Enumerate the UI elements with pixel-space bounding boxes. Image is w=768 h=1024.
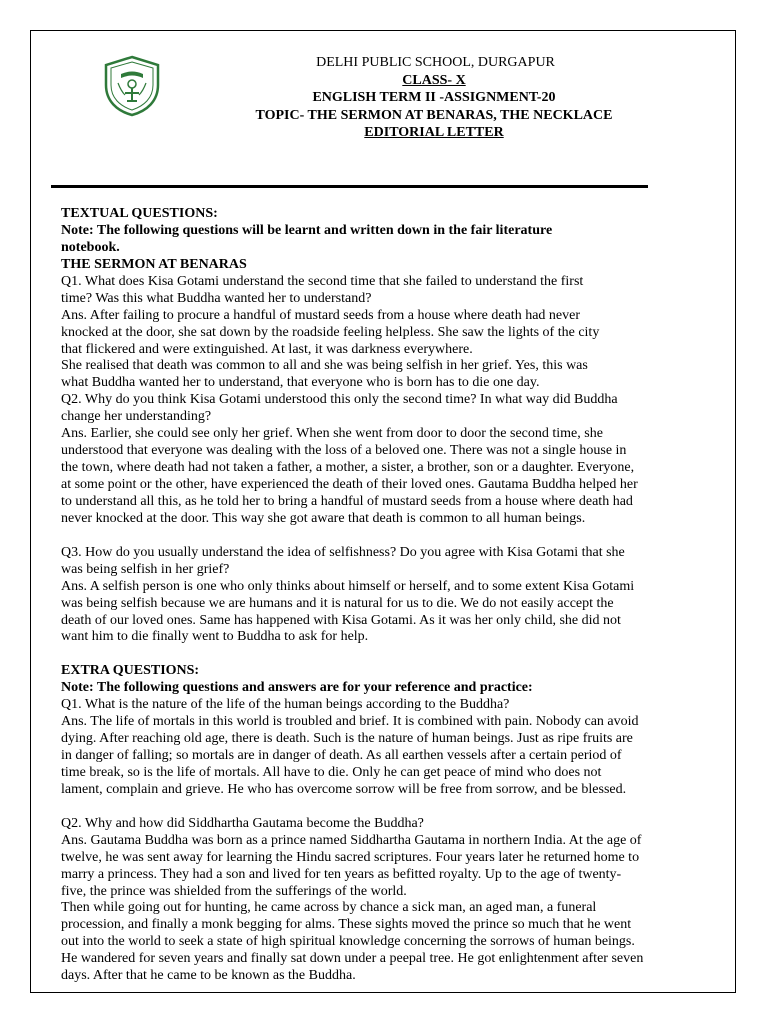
document-body [61, 206, 711, 985]
document-header [160, 54, 708, 142]
assignment-title: ENGLISH TERM II -ASSIGNMENT-20 [312, 90, 556, 105]
text-line: was being selfish because we are humans and it is natural for us to die. We do not easily accept the [61, 595, 614, 611]
text-line: death of our loved ones. Same has happened with Kisa Gotami. As it was her only child, she did not [61, 612, 621, 628]
text-line: the town, where death had not taken a father, a mother, a sister, a brother, son or a daughter. Everyone, [61, 460, 635, 476]
text-line: out into the world to seek a state of high spiritual knowledge concerning the sorrows of human beings. [61, 934, 635, 950]
class-label: CLASS- X [402, 72, 466, 88]
text-line: notebook. [61, 239, 120, 255]
school-logo-icon [103, 55, 161, 117]
text-line: She realised that death was common to all and she was being selfish in her grief. Yes, this was [61, 358, 588, 374]
blank-line [61, 799, 711, 816]
text-line: TEXTUAL QUESTIONS: [61, 206, 218, 221]
text-line: EXTRA QUESTIONS: [61, 663, 200, 679]
text-line: He wandered for seven years and finally sat down under a peepal tree. He got enlightenment after seven [61, 951, 644, 967]
text-line: want him to die finally went to Buddha to ask for help. [61, 629, 369, 645]
text-line: time? Was this what Buddha wanted her to understand? [61, 290, 372, 306]
text-line: Note: The following questions will be learnt and written down in the fair literature [61, 222, 553, 238]
text-line: that flickered and were extinguished. At last, it was darkness everywhere. [61, 341, 473, 357]
text-line: never knocked at the door. This way she got aware that death is common to all human beings. [61, 510, 586, 526]
text-line: Ans. After failing to procure a handful of mustard seeds from a house where death had never [61, 307, 580, 323]
text-line: procession, and finally a monk begging for alms. These sights moved the prince so much that he went [61, 917, 632, 933]
text-line: time break, so is the life of mortals. All have to die. Only he can get peace of mind who does not [61, 764, 602, 780]
topic-title: TOPIC- THE SERMON AT BENARAS, THE NECKLACE [255, 107, 613, 123]
text-line: change her understanding? [61, 409, 212, 425]
blank-line [61, 528, 711, 545]
editorial-letter-label: EDITORIAL LETTER [364, 125, 504, 140]
text-line: understood that everyone was dealing with the loss of a beloved one. There was not a single house in [61, 443, 627, 459]
text-line: what Buddha wanted her to understand, that everyone who is born has to die one day. [61, 375, 540, 391]
text-line: knocked at the door, she sat down by the roadside feeling helpless. She saw the lights of the city [61, 324, 600, 340]
text-line: Q1. What does Kisa Gotami understand the second time that she failed to understand the first [61, 273, 584, 289]
text-line: Q3. How do you usually understand the idea of selfishness? Do you agree with Kisa Gotami that she [61, 544, 625, 560]
text-line: Ans. Gautama Buddha was born as a prince named Siddhartha Gautama in northern India. At the age of [61, 832, 642, 848]
text-line: in danger of falling; so mortals are in danger of death. As all earthen vessels after a certain period of [61, 748, 622, 763]
blank-line [61, 646, 711, 663]
text-line: Then while going out for hunting, he came across by chance a sick man, an aged man, a funeral [61, 900, 597, 916]
text-line: Q1. What is the nature of the life of the human beings according to the Buddha? [61, 697, 510, 713]
text-line: lament, complain and grieve. He who has overcome sorrow will be free from sorrow, and be blessed. [61, 781, 627, 797]
text-line: twelve, he was sent away for learning the Hindu sacred scriptures. Four years later he returned home to [61, 849, 640, 865]
text-line: dying. After reaching old age, there is death. Such is the nature of human beings. Just as ripe fruits are [61, 731, 633, 747]
text-line: days. After that he came to be known as the Buddha. [61, 968, 356, 984]
text-line: Ans. The life of mortals in this world is troubled and brief. It is combined with pain. Nobody can avoid [61, 714, 639, 730]
text-line: THE SERMON AT BENARAS [61, 256, 247, 272]
text-line: Ans. Earlier, she could see only her grief. When she went from door to door the second time, she [61, 426, 603, 442]
header-divider [51, 185, 648, 188]
text-line: was being selfish in her grief? [61, 561, 230, 577]
text-line: five, the prince was shielded from the sufferings of the world. [61, 883, 407, 899]
text-line: Q2. Why and how did Siddhartha Gautama become the Buddha? [61, 815, 424, 831]
text-line: to understand all this, as he told her to bring a handful of mustard seeds from a house where death had [61, 493, 633, 509]
text-line: Q2. Why do you think Kisa Gotami understood this only the second time? In what way did Buddha [61, 392, 618, 408]
school-name: DELHI PUBLIC SCHOOL, DURGAPUR [316, 55, 555, 70]
text-line: marry a princess. They had a son and lived for ten years as befitted royalty. Up to the age of twenty- [61, 866, 622, 882]
text-line: Note: The following questions and answers are for your reference and practice: [61, 680, 533, 696]
text-line: at some point or the other, have experienced the death of their loved ones. Gautama Buddha helped her [61, 477, 638, 492]
text-line: Ans. A selfish person is one who only thinks about himself or herself, and to some extent Kisa Gotami [61, 578, 635, 594]
